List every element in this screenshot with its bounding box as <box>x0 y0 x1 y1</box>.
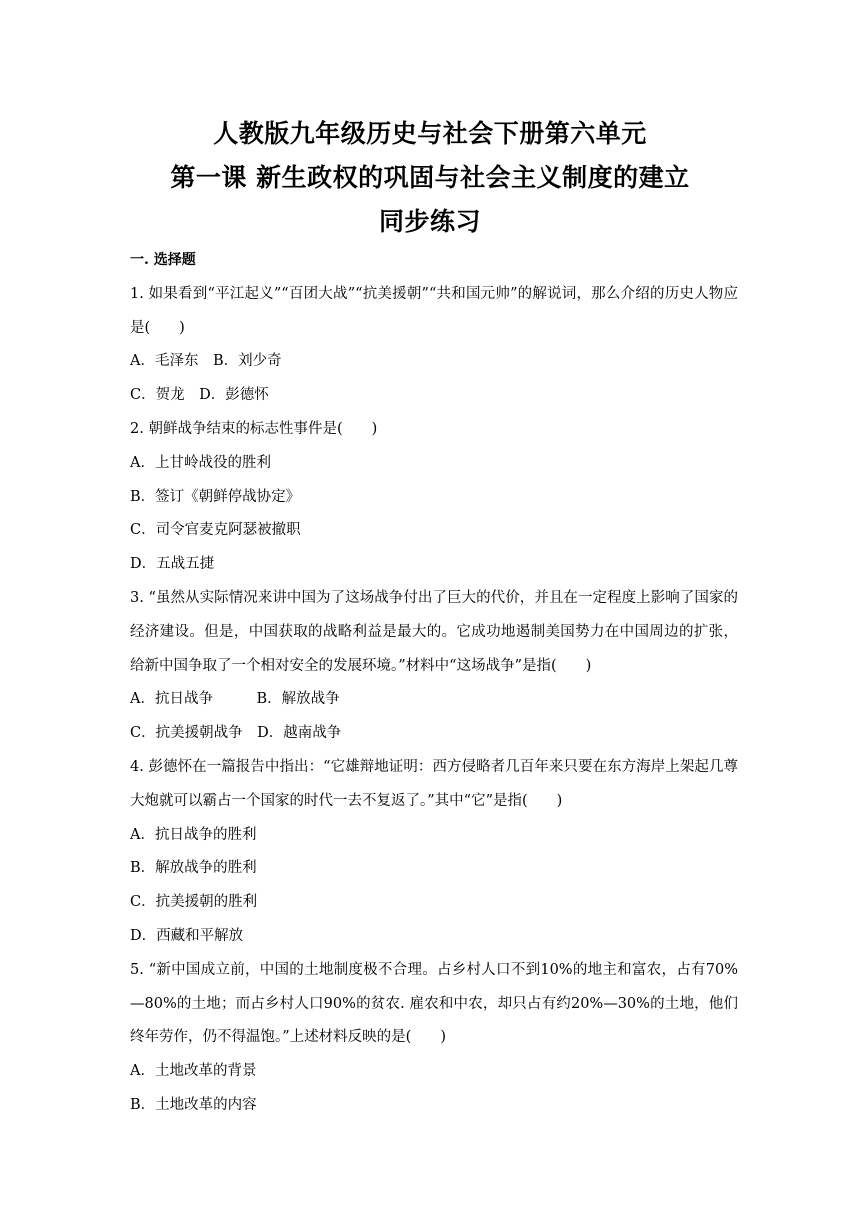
option-line: A．抗日战争的胜利 <box>130 826 257 843</box>
title-line-2: 第一课 新生政权的巩固与社会主义制度的建立 <box>170 163 690 192</box>
question-stem: 5. “新中国成立前，中国的土地制度极不合理。占乡村人口不到10%的地主和富农，占有70%—80%的土地；而占乡村人口90%的贫农. 雇农和中农，却只占有约20%—30%的土地，他们终年劳作，仍不得温饱。”上述材料反映的是( ) <box>130 961 738 1046</box>
option-line: A．上甘岭战役的胜利 <box>130 454 271 471</box>
option-line: C．抗美援朝战争 D．越南战争 <box>130 725 342 742</box>
option-line: D．西藏和平解放 <box>130 927 244 944</box>
option-line: A．抗日战争 B．解放战争 <box>130 691 340 708</box>
option-line: B．签订《朝鲜停战协定》 <box>130 488 301 505</box>
question-stem: 1. 如果看到“平江起义”“百团大战”“抗美援朝”“共和国元帅”的解说词，那么介绍的历史人物应是( ) <box>130 285 738 336</box>
document-body <box>130 244 738 1123</box>
title-line-3: 同步练习 <box>378 207 481 236</box>
question-stem: 2. 朝鲜战争结束的标志性事件是( ) <box>130 420 378 437</box>
option-line: C．抗美援朝的胜利 <box>130 894 258 911</box>
option-line: C．司令官麦克阿瑟被撤职 <box>130 522 301 539</box>
question-1 <box>130 278 738 413</box>
question-stem: 4. 彭德怀在一篇报告中指出：“它雄辩地证明：西方侵略者几百年来只要在东方海岸上架起几尊大炮就可以霸占一个国家的时代一去不复返了。”其中“它”是指( ) <box>130 758 738 809</box>
option-line: D．五战五捷 <box>130 556 215 573</box>
question-stem: 3. “虽然从实际情况来讲中国为了这场战争付出了巨大的代价，并且在一定程度上影响了国家的经济建设。但是，中国获取的战略利益是最大的。它成功地遏制美国势力在中国周边的扩张，给新中国争取了一个相对安全的发展环境。”材料中“这场战争”是指( ) <box>130 589 738 674</box>
section-heading: 一. 选择题 <box>130 252 196 268</box>
option-line: A．毛泽东 B．刘少奇 <box>130 353 282 370</box>
question-4 <box>130 751 738 954</box>
option-line: B．土地改革的内容 <box>130 1096 257 1113</box>
question-5 <box>130 954 738 1123</box>
option-line: B．解放战争的胜利 <box>130 860 257 877</box>
option-line: A．土地改革的背景 <box>130 1063 257 1080</box>
question-3 <box>130 582 738 751</box>
option-line: C．贺龙 D．彭德怀 <box>130 387 269 404</box>
document-title <box>0 112 860 244</box>
title-line-1: 人教版九年级历史与社会下册第六单元 <box>213 119 647 148</box>
question-2 <box>130 413 738 582</box>
